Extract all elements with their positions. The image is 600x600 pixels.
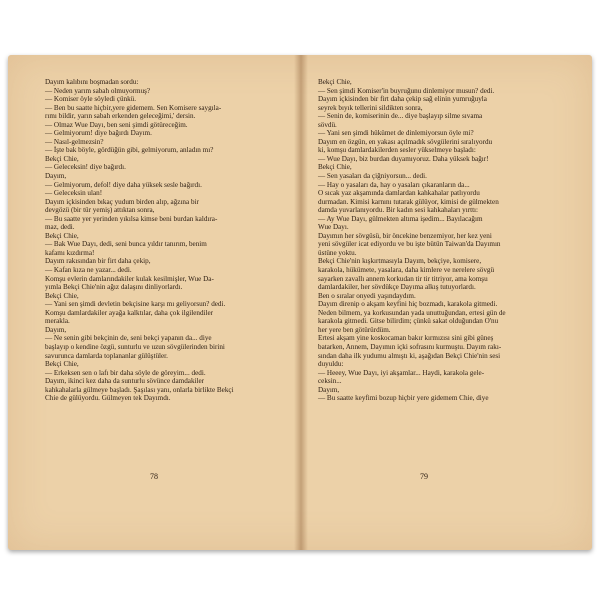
text-line: Bekçi Chie,: [45, 231, 79, 240]
text-line: Dayım içkisinden bir firt daha çekip sağ elinin yumruğuyla: [318, 95, 487, 104]
text-line: — Erkeksen sen o lafı bir daha söyle de göreyim... dedi.: [45, 368, 206, 377]
text-line: — Kafan kıza ne yazar... dedi.: [45, 266, 132, 275]
text-line: — Wue Dayı, biz burdan duyamıyoruz. Daha yüksek bağır!: [318, 154, 489, 163]
text-line: — Olmaz Wue Dayı, ben seni şimdi götüreceğim.: [45, 120, 188, 129]
text-line: kafamı kızdırma!: [45, 248, 95, 257]
text-line: — Komiser öyle söyledi çünkü.: [45, 95, 137, 104]
page-number-right: 79: [420, 472, 428, 481]
text-line: karakola, hükümete, yasalara, daha kimlere ve nerelere sövgü: [318, 266, 495, 275]
text-line: damda yuvarlanıyordu. Bir kadın sesi kahkahaları yırttı:: [318, 206, 479, 215]
book-gutter: [294, 55, 308, 550]
text-line: Dayım içkisinden bıkaç yudum birden alıp, ağzına bir: [45, 197, 199, 206]
text-line: batarken, Annem, Dayımın içki sofrasını kurmuştu. Dayım rakı-: [318, 342, 502, 351]
text-line: Ben o sıralar onyedi yaşındaydım.: [318, 291, 416, 300]
text-line: Bekçi Chie,: [318, 78, 352, 86]
text-line: Bekçi Chie'nin kışkırtmasıyla Dayım, bekçiye, komisere,: [318, 257, 482, 266]
text-line: rımı bildir, yarın sabah erkenden geleceğimi,' dersin.: [45, 112, 196, 121]
text-line: savurunca damlarda toplananlar gülüştüler.: [45, 351, 168, 360]
text-line: her yere ben götürürdüm.: [318, 325, 391, 334]
text-line: sından daha ilk yudumu almıştı ki, aşağıdan Bekçi Chie'nin sesi: [318, 351, 501, 360]
text-line: Dayım direnip o akşam keyfini hiç bozmadı, karakola gitmedi.: [318, 300, 498, 309]
text-line: — Gelmiyorum, defol! diye daha yüksek sesle bağırdı.: [45, 180, 202, 189]
text-line: Bekçi Chie,: [45, 360, 79, 369]
text-line: karakola gitmedi. Gitse bilirdim; çünkü sakat olduğundan O'nu: [318, 317, 499, 326]
text-line: Dayım, ikinci kez daha da sunturlu sövünce damdakiler: [45, 377, 205, 386]
text-line: Wue Dayı.: [318, 223, 349, 232]
text-line: sayarken zavallı annem korkudan tir tir titriyor, ama komşu: [318, 274, 488, 283]
text-line: Komşu damlardakiler ayağa kalktılar, daha çok ilgilendiler: [45, 308, 214, 317]
text-line: O sıcak yaz akşamında damlardan kahkahalar patlıyordu: [318, 189, 480, 198]
text-line: ki, komşu damlardakilerden sesler yükselmeye başladı:: [318, 146, 476, 155]
text-line: sövdü.: [318, 120, 337, 129]
text-line: Dayım,: [45, 172, 67, 181]
text-line: — Bu saatte keyfimi bozup hiçbir yere gidemem Chie, diye: [318, 394, 489, 403]
text-line: üstüne yoktu.: [318, 248, 357, 257]
text-line: merakla.: [45, 317, 70, 326]
text-line: Bekçi Chie,: [45, 291, 79, 300]
text-line: — Senin de, komiserinin de... diye başlayıp silme sıvama: [318, 112, 483, 121]
text-line: Bekçi Chie,: [45, 154, 79, 163]
text-line: — Sen yasaları da çiğniyorsun... dedi.: [318, 172, 427, 181]
text-line: — Ne senin gibi bekçinin de, seni bekçi yapanın da... diye: [45, 334, 212, 343]
text-line: Chie de gülüyordu. Gülmeyen tek Dayımdı.: [45, 394, 171, 403]
text-line: — İşte bak böyle, gördüğün gibi, gelmiyorum, anladın mı?: [45, 146, 214, 155]
text-line: kahkahalarla gülmeye başladı. Şaşılası yanı, onlarla birlikte Bekçi: [45, 385, 234, 394]
text-line: — Bu saatte yer yerinden yıkılsa kimse beni burdan kaldıra-: [45, 214, 218, 223]
text-line: devgözü (bir tür yemiş) attıktan sonra,: [45, 206, 155, 215]
text-line: — Geleceksin! diye bağırdı.: [45, 163, 126, 172]
text-line: Dayımın her sövgüsü, bir öncekine benzemiyor, her kez yeni: [318, 231, 492, 240]
right-page-text: [318, 78, 550, 403]
text-line: — Heeey, Wue Dayı, iyi akşamlar... Haydi, karakola gele-: [318, 368, 485, 377]
text-line: Komşu evlerin damlarındakiler kulak kesilmişler, Wue Da-: [45, 274, 214, 283]
text-line: — Nasıl-gelmezsin?: [45, 137, 104, 146]
text-line: Ertesi akşam yine koskocaman bakır kırmızısı sini gibi güneş: [318, 334, 494, 343]
text-line: Dayım en özgün, en yakası açılmadık sövgülerini sıralıyordu: [318, 137, 493, 146]
text-line: yımla Bekçi Chie'nin ağız dalaşını dinliyorlardı.: [45, 283, 183, 292]
text-line: — Yani sen şimdi devletin bekçisine karşı mı geliyorsun? dedi.: [45, 300, 226, 309]
text-line: Neden bilmem, ya korkusundan yada unuttuğundan, ertesi gün de: [318, 308, 506, 317]
text-line: başlayıp o kendine özgü, sunturlu ve uzun sövgülerinden birini: [45, 342, 225, 351]
text-line: — Yani sen şimdi hükümet de dinlemiyorsun öyle mi?: [318, 129, 474, 138]
text-line: — Ben bu saatte hiçbir,yere gidemem. Sen Komisere saygıla-: [45, 103, 222, 112]
text-line: Bekçi Chie,: [318, 163, 352, 172]
text-line: maz, dedi.: [45, 223, 75, 232]
text-line: — Sen şimdi Komiser'in buyruğunu dinlemiyor musun? dedi.: [318, 86, 495, 95]
text-line: yeni sövgüler icat ediyordu ve bu işte bütün Taiwan'da Dayımın: [318, 240, 501, 249]
text-line: Dayım,: [45, 325, 67, 334]
text-line: — Hay o yasaları da, hay o yasaları çıkaranların da...: [318, 180, 470, 189]
text-line: — Bak Wue Dayı, dedi, seni bunca yıldır tanırım, benim: [45, 240, 207, 249]
text-line: — Geleceksin ulan!: [45, 189, 103, 198]
text-line: Dayım kalıbını boşmadan sordu:: [45, 78, 139, 86]
left-page-text: [45, 78, 275, 403]
page-number-left: 78: [150, 472, 158, 481]
text-line: durmadan. Kimisi karnını tutarak gülüyor, kimisi de gülmekten: [318, 197, 499, 206]
text-line: — Gelmiyorum! diye bağırdı Dayım.: [45, 129, 152, 138]
text-line: duyuldu:: [318, 360, 344, 369]
text-line: Dayım rakısından bir firt daha çekip,: [45, 257, 151, 266]
text-line: damlardakiler, her sövdükçe Dayıma alkış tutuyorlardı.: [318, 283, 476, 292]
text-line: — Ay Wue Dayı, gülmekten altıma işedim... Bayılacağım: [318, 214, 483, 223]
text-line: ceksin...: [318, 377, 342, 386]
text-line: seyrek bıyık tellerini sildikten sonra,: [318, 103, 423, 112]
text-line: — Neden yarım sabah olmuyormuş?: [45, 86, 151, 95]
text-line: Dayım,: [318, 385, 340, 394]
